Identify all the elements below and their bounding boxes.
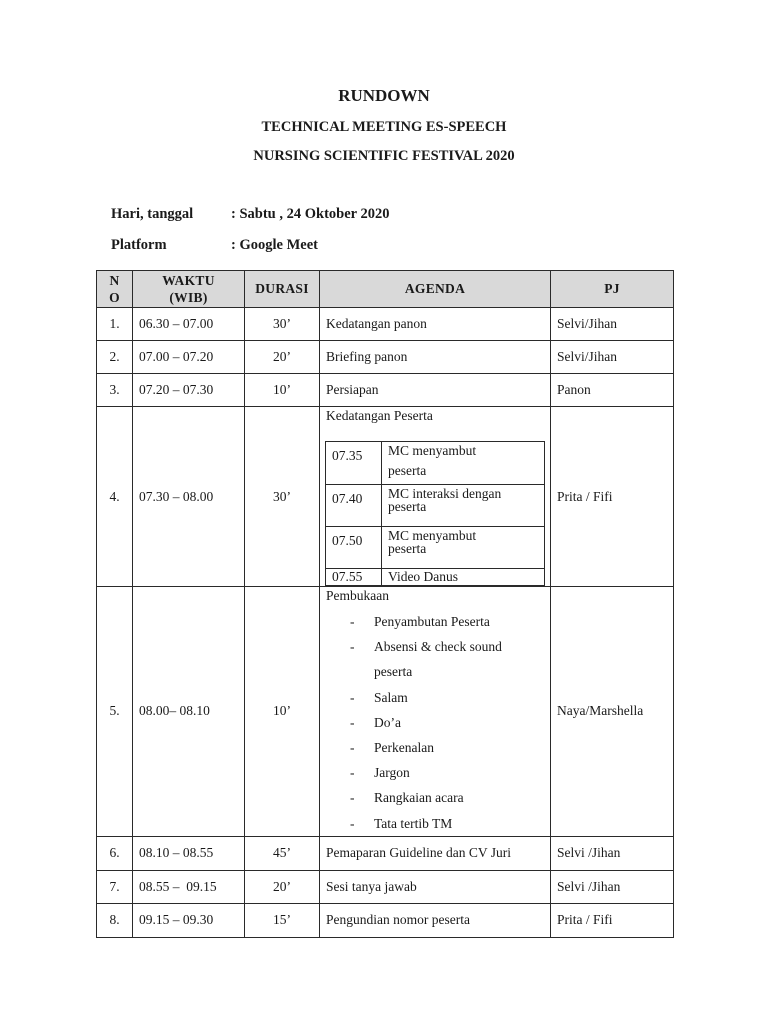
cell-no: 2. [97, 341, 133, 374]
table-row [97, 870, 674, 903]
cell-waktu: 08.10 – 08.55 [133, 836, 245, 870]
table-row [97, 587, 674, 837]
sub-activity: MC menyambut peserta [382, 442, 545, 485]
cell-no: 4. [97, 407, 133, 587]
date-value: : Sabtu , 24 Oktober 2020 [231, 206, 390, 222]
sub-activity: MC interaksi dengan peserta [382, 484, 545, 526]
cell-no: 1. [97, 308, 133, 341]
document-subtitle-2: NURSING SCIENTIFIC FESTIVAL 2020 [253, 148, 515, 164]
cell-durasi: 45’ [245, 836, 320, 870]
cell-agenda: Briefing panon [320, 341, 551, 374]
sub-activity: Video Danus [382, 568, 545, 585]
cell-agenda [320, 407, 551, 587]
document-subtitle-1: TECHNICAL MEETING ES-SPEECH [261, 119, 507, 135]
header-agenda: AGENDA [320, 271, 551, 308]
platform-value: : Google Meet [231, 237, 318, 253]
cell-pj: Selvi /Jihan [551, 836, 674, 870]
platform-label: Platform [111, 237, 167, 253]
list-item: - Jargon [350, 760, 544, 785]
cell-no: 6. [97, 836, 133, 870]
date-label: Hari, tanggal [111, 206, 194, 222]
header-pj: PJ [551, 271, 674, 308]
list-item: - Tata tertib TM [350, 811, 544, 836]
cell-agenda: Pemaparan Guideline dan CV Juri [320, 836, 551, 870]
cell-pj: Selvi/Jihan [551, 341, 674, 374]
cell-waktu: 08.00– 08.10 [133, 587, 245, 837]
cell-waktu: 09.15 – 09.30 [133, 903, 245, 937]
cell-durasi: 30’ [245, 407, 320, 587]
cell-waktu: 08.55 – 09.15 [133, 870, 245, 903]
sub-time: 07.35 [326, 442, 382, 485]
sub-row [326, 526, 545, 568]
cell-agenda: Kedatangan panon [320, 308, 551, 341]
cell-no: 3. [97, 374, 133, 407]
opening-items-list [326, 609, 544, 836]
cell-durasi: 10’ [245, 374, 320, 407]
header-waktu: WAKTU (WIB) [133, 271, 245, 308]
cell-waktu: 06.30 – 07.00 [133, 308, 245, 341]
cell-durasi: 15’ [245, 903, 320, 937]
list-item: - Salam [350, 685, 544, 710]
sub-time: 07.40 [326, 484, 382, 526]
cell-pj: Prita / Fifi [551, 407, 674, 587]
agenda-heading: Pembukaan [326, 588, 389, 603]
cell-durasi: 20’ [245, 341, 320, 374]
cell-pj: Prita / Fifi [551, 903, 674, 937]
cell-durasi: 30’ [245, 308, 320, 341]
sub-row [326, 442, 545, 485]
cell-agenda [320, 587, 551, 837]
cell-pj: Selvi /Jihan [551, 870, 674, 903]
sub-schedule-table [325, 441, 545, 586]
cell-waktu: 07.30 – 08.00 [133, 407, 245, 587]
cell-pj: Selvi/Jihan [551, 308, 674, 341]
table-row [97, 341, 674, 374]
sub-row [326, 484, 545, 526]
agenda-heading: Kedatangan Peserta [326, 408, 433, 423]
list-item: - Perkenalan [350, 735, 544, 760]
list-item: - Rangkaian acara [350, 785, 544, 810]
cell-pj: Naya/Marshella [551, 587, 674, 837]
rundown-table [96, 270, 674, 938]
cell-pj: Panon [551, 374, 674, 407]
list-item: - Penyambutan Peserta [350, 609, 544, 634]
header-durasi: DURASI [245, 271, 320, 308]
cell-agenda: Sesi tanya jawab [320, 870, 551, 903]
table-row [97, 407, 674, 587]
table-header-row [97, 271, 674, 308]
list-item: - Do’a [350, 710, 544, 735]
cell-waktu: 07.00 – 07.20 [133, 341, 245, 374]
cell-no: 7. [97, 870, 133, 903]
sub-activity: MC menyambut peserta [382, 526, 545, 568]
table-row [97, 903, 674, 937]
document-title: RUNDOWN [338, 86, 430, 105]
cell-agenda: Persiapan [320, 374, 551, 407]
sub-row [326, 568, 545, 585]
cell-durasi: 20’ [245, 870, 320, 903]
table-row [97, 374, 674, 407]
sub-time: 07.55 [326, 568, 382, 585]
table-row [97, 308, 674, 341]
list-item: - Absensi & check sound peserta [350, 634, 524, 684]
header-no: N O [97, 271, 133, 308]
cell-durasi: 10’ [245, 587, 320, 837]
cell-no: 8. [97, 903, 133, 937]
cell-waktu: 07.20 – 07.30 [133, 374, 245, 407]
sub-time: 07.50 [326, 526, 382, 568]
cell-no: 5. [97, 587, 133, 837]
cell-agenda: Pengundian nomor peserta [320, 903, 551, 937]
table-row [97, 836, 674, 870]
